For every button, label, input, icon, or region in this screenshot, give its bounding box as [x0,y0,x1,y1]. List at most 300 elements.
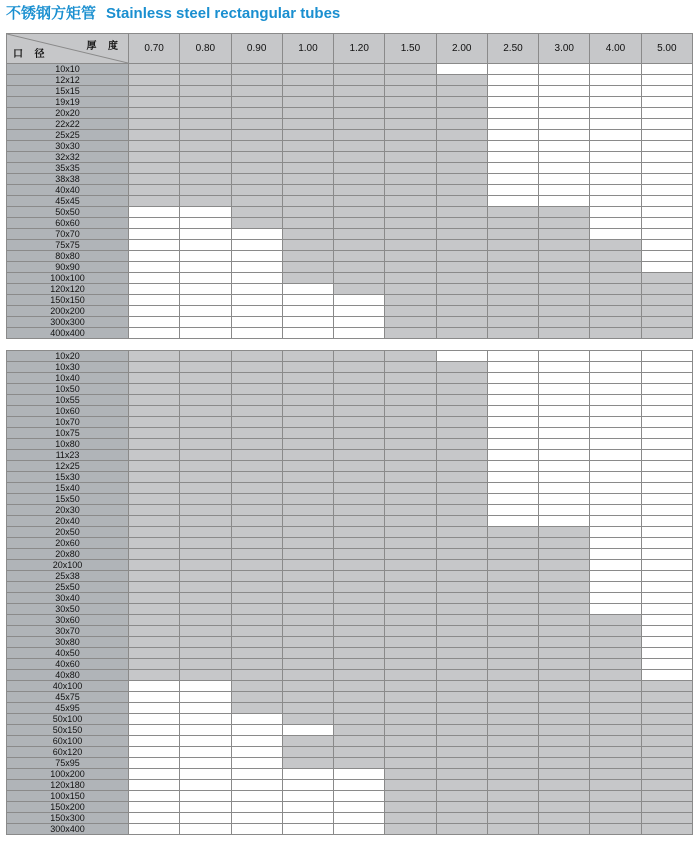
available-cell [334,461,385,472]
unavailable-cell [180,207,231,218]
unavailable-cell [334,780,385,791]
unavailable-cell [539,351,590,362]
size-label: 30x50 [7,604,129,615]
table-row [7,351,693,362]
available-cell [334,351,385,362]
available-cell [487,229,538,240]
available-cell [539,582,590,593]
unavailable-cell [590,483,641,494]
table-row [7,681,693,692]
available-cell [641,714,692,725]
available-cell [436,384,487,395]
available-cell [282,494,333,505]
available-cell [641,758,692,769]
unavailable-cell [641,395,692,406]
unavailable-cell [180,262,231,273]
table-row [7,450,693,461]
available-cell [231,670,282,681]
unavailable-cell [334,791,385,802]
unavailable-cell [641,130,692,141]
available-cell [180,538,231,549]
unavailable-cell [282,824,333,835]
available-cell [539,295,590,306]
unavailable-cell [180,725,231,736]
available-cell [334,196,385,207]
unavailable-cell [487,86,538,97]
available-cell [334,593,385,604]
available-cell [487,317,538,328]
available-cell [385,317,436,328]
available-cell [334,262,385,273]
unavailable-cell [180,813,231,824]
unavailable-cell [487,373,538,384]
unavailable-cell [334,813,385,824]
available-cell [334,251,385,262]
size-label: 10x80 [7,439,129,450]
unavailable-cell [590,75,641,86]
size-label: 45x95 [7,703,129,714]
table-row [7,141,693,152]
available-cell [539,284,590,295]
available-cell [539,593,590,604]
unavailable-cell [641,229,692,240]
available-cell [487,747,538,758]
available-cell [334,747,385,758]
available-cell [231,505,282,516]
available-cell [436,417,487,428]
available-cell [539,758,590,769]
size-label: 20x20 [7,108,129,119]
available-cell [180,395,231,406]
available-cell [487,218,538,229]
available-cell [487,769,538,780]
unavailable-cell [590,207,641,218]
available-cell [436,780,487,791]
unavailable-cell [590,86,641,97]
unavailable-cell [641,163,692,174]
available-cell [436,703,487,714]
available-cell [180,648,231,659]
unavailable-cell [334,328,385,339]
available-cell [129,505,180,516]
thickness-header: 3.00 [539,34,590,64]
available-cell [282,527,333,538]
available-cell [180,483,231,494]
available-cell [436,240,487,251]
available-cell [385,119,436,130]
unavailable-cell [180,240,231,251]
available-cell [282,395,333,406]
available-cell [539,670,590,681]
size-label: 20x30 [7,505,129,516]
unavailable-cell [539,141,590,152]
available-cell [334,428,385,439]
available-cell [231,483,282,494]
available-cell [180,604,231,615]
available-cell [180,505,231,516]
size-label: 45x45 [7,196,129,207]
unavailable-cell [282,813,333,824]
unavailable-cell [129,306,180,317]
unavailable-cell [539,505,590,516]
available-cell [539,681,590,692]
size-label: 120x180 [7,780,129,791]
available-cell [282,152,333,163]
unavailable-cell [129,692,180,703]
available-cell [334,97,385,108]
unavailable-cell [231,769,282,780]
available-cell [231,450,282,461]
available-cell [385,395,436,406]
available-cell [129,406,180,417]
square-tubes-table [6,33,693,339]
table-row [7,780,693,791]
available-cell [436,538,487,549]
available-cell [282,604,333,615]
size-label: 75x75 [7,240,129,251]
available-cell [282,417,333,428]
available-cell [436,560,487,571]
size-label: 40x80 [7,670,129,681]
table-row [7,461,693,472]
size-label: 15x30 [7,472,129,483]
available-cell [282,240,333,251]
unavailable-cell [539,406,590,417]
available-cell [385,626,436,637]
unavailable-cell [590,560,641,571]
unavailable-cell [590,229,641,240]
unavailable-cell [129,824,180,835]
available-cell [539,251,590,262]
available-cell [487,692,538,703]
table-row [7,428,693,439]
available-cell [385,472,436,483]
available-cell [282,637,333,648]
available-cell [334,725,385,736]
unavailable-cell [641,119,692,130]
available-cell [385,560,436,571]
table-row [7,130,693,141]
table-row [7,284,693,295]
unavailable-cell [590,174,641,185]
size-label: 120x120 [7,284,129,295]
available-cell [385,725,436,736]
available-cell [231,582,282,593]
unavailable-cell [231,714,282,725]
available-cell [539,273,590,284]
available-cell [590,251,641,262]
available-cell [129,97,180,108]
unavailable-cell [487,406,538,417]
size-label: 400x400 [7,328,129,339]
rect-tubes-body [7,351,693,835]
available-cell [282,714,333,725]
available-cell [385,108,436,119]
unavailable-cell [129,725,180,736]
available-cell [282,229,333,240]
unavailable-cell [487,185,538,196]
unavailable-cell [641,439,692,450]
available-cell [436,273,487,284]
available-cell [385,714,436,725]
header-corner-cell [7,34,129,64]
available-cell [385,163,436,174]
available-cell [334,582,385,593]
available-cell [385,417,436,428]
unavailable-cell [334,769,385,780]
available-cell [231,196,282,207]
available-cell [231,615,282,626]
available-cell [590,813,641,824]
available-cell [282,130,333,141]
available-cell [231,659,282,670]
available-cell [180,373,231,384]
unavailable-cell [590,152,641,163]
available-cell [385,384,436,395]
available-cell [334,670,385,681]
unavailable-cell [641,560,692,571]
table-row [7,637,693,648]
unavailable-cell [231,262,282,273]
available-cell [334,483,385,494]
unavailable-cell [231,328,282,339]
table-row [7,207,693,218]
available-cell [231,174,282,185]
available-cell [487,736,538,747]
available-cell [539,560,590,571]
available-cell [539,527,590,538]
available-cell [231,373,282,384]
unavailable-cell [641,527,692,538]
size-label: 80x80 [7,251,129,262]
unavailable-cell [641,582,692,593]
unavailable-cell [129,769,180,780]
available-cell [282,483,333,494]
available-cell [539,648,590,659]
available-cell [436,439,487,450]
size-label: 150x150 [7,295,129,306]
available-cell [436,615,487,626]
size-label: 11x23 [7,450,129,461]
table-row [7,758,693,769]
unavailable-cell [487,174,538,185]
unavailable-cell [231,736,282,747]
available-cell [334,758,385,769]
available-cell [385,64,436,75]
available-cell [385,406,436,417]
table-row [7,527,693,538]
unavailable-cell [641,384,692,395]
table-row [7,262,693,273]
available-cell [641,284,692,295]
size-label: 70x70 [7,229,129,240]
available-cell [180,494,231,505]
size-label: 100x100 [7,273,129,284]
available-cell [385,593,436,604]
available-cell [385,604,436,615]
available-cell [385,813,436,824]
available-cell [641,780,692,791]
unavailable-cell [539,494,590,505]
available-cell [385,351,436,362]
available-cell [180,659,231,670]
available-cell [487,780,538,791]
available-cell [180,141,231,152]
unavailable-cell [231,229,282,240]
unavailable-cell [334,824,385,835]
unavailable-cell [487,141,538,152]
available-cell [129,604,180,615]
available-cell [436,791,487,802]
unavailable-cell [231,725,282,736]
available-cell [385,207,436,218]
available-cell [231,130,282,141]
available-cell [129,417,180,428]
size-label: 90x90 [7,262,129,273]
unavailable-cell [129,681,180,692]
size-label: 30x30 [7,141,129,152]
available-cell [487,802,538,813]
unavailable-cell [641,417,692,428]
size-label: 15x15 [7,86,129,97]
size-label: 15x40 [7,483,129,494]
available-cell [180,417,231,428]
table-row [7,108,693,119]
available-cell [129,483,180,494]
available-cell [334,549,385,560]
available-cell [385,659,436,670]
table-row [7,560,693,571]
available-cell [641,317,692,328]
size-label: 40x50 [7,648,129,659]
available-cell [129,450,180,461]
unavailable-cell [180,703,231,714]
available-cell [385,141,436,152]
unavailable-cell [129,791,180,802]
unavailable-cell [539,417,590,428]
available-cell [282,141,333,152]
available-cell [180,174,231,185]
available-cell [334,273,385,284]
unavailable-cell [231,284,282,295]
unavailable-cell [641,637,692,648]
unavailable-cell [180,251,231,262]
unavailable-cell [487,439,538,450]
available-cell [436,262,487,273]
unavailable-cell [641,428,692,439]
available-cell [129,615,180,626]
available-cell [385,824,436,835]
available-cell [539,692,590,703]
available-cell [334,692,385,703]
thickness-header: 1.20 [334,34,385,64]
size-label: 15x50 [7,494,129,505]
available-cell [282,472,333,483]
unavailable-cell [641,604,692,615]
available-cell [436,758,487,769]
unavailable-cell [590,163,641,174]
unavailable-cell [487,450,538,461]
available-cell [539,802,590,813]
available-cell [231,97,282,108]
size-label: 45x75 [7,692,129,703]
available-cell [385,681,436,692]
unavailable-cell [641,362,692,373]
available-cell [590,802,641,813]
available-cell [180,152,231,163]
available-cell [180,86,231,97]
available-cell [487,240,538,251]
available-cell [282,406,333,417]
unavailable-cell [641,626,692,637]
unavailable-cell [129,317,180,328]
unavailable-cell [641,648,692,659]
unavailable-cell [487,152,538,163]
available-cell [129,549,180,560]
unavailable-cell [231,747,282,758]
unavailable-cell [231,251,282,262]
size-label: 150x300 [7,813,129,824]
available-cell [231,637,282,648]
available-cell [385,637,436,648]
available-cell [539,240,590,251]
available-cell [282,196,333,207]
table-row [7,163,693,174]
size-label: 60x120 [7,747,129,758]
unavailable-cell [180,780,231,791]
available-cell [436,813,487,824]
available-cell [231,351,282,362]
available-cell [334,417,385,428]
available-cell [231,538,282,549]
size-label: 75x95 [7,758,129,769]
available-cell [231,207,282,218]
available-cell [129,593,180,604]
available-cell [641,769,692,780]
unavailable-cell [282,769,333,780]
available-cell [282,251,333,262]
unavailable-cell [641,450,692,461]
unavailable-cell [641,97,692,108]
unavailable-cell [539,64,590,75]
available-cell [539,626,590,637]
unavailable-cell [590,108,641,119]
available-cell [487,207,538,218]
available-cell [231,549,282,560]
available-cell [129,75,180,86]
available-cell [129,582,180,593]
size-label: 100x150 [7,791,129,802]
available-cell [539,780,590,791]
available-cell [539,571,590,582]
available-cell [180,593,231,604]
unavailable-cell [590,373,641,384]
available-cell [334,637,385,648]
available-cell [436,218,487,229]
unavailable-cell [487,494,538,505]
available-cell [436,582,487,593]
table-row [7,725,693,736]
available-cell [385,251,436,262]
unavailable-cell [539,174,590,185]
table-row [7,670,693,681]
available-cell [282,582,333,593]
available-cell [436,604,487,615]
table-row [7,538,693,549]
available-cell [129,428,180,439]
table-row [7,571,693,582]
unavailable-cell [129,240,180,251]
